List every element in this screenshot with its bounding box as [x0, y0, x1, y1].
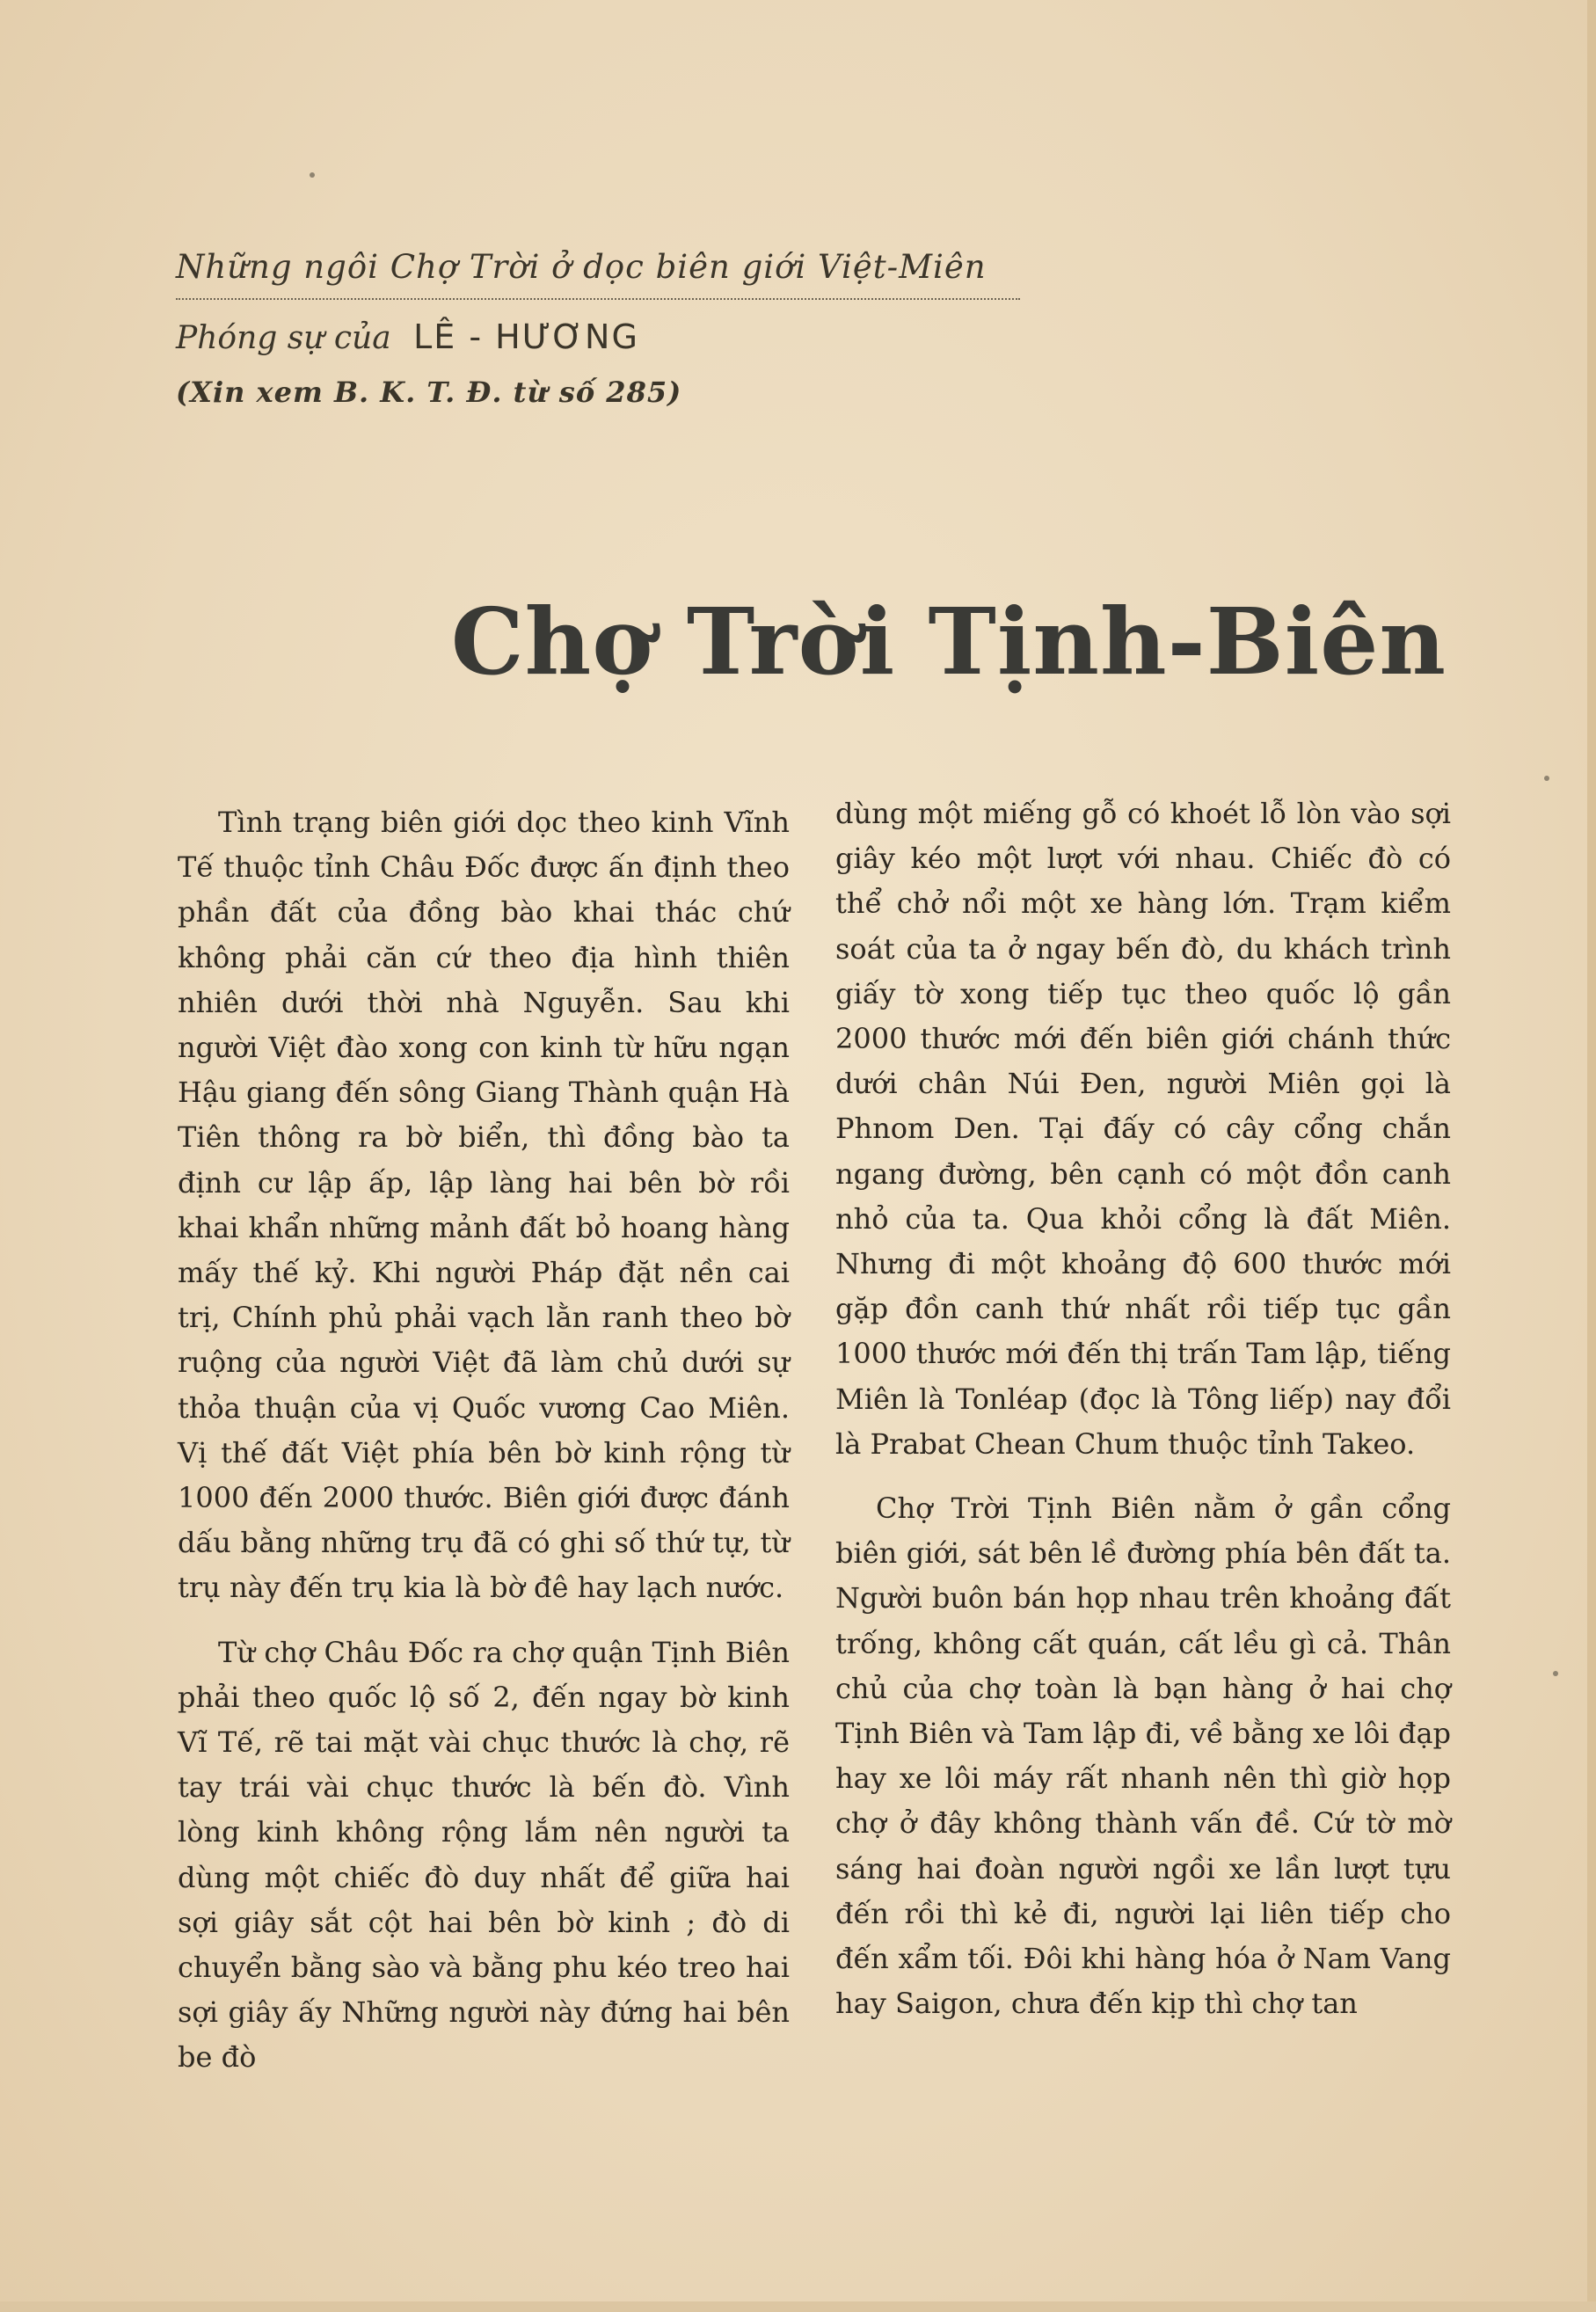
- article-header: [176, 248, 1038, 409]
- page-edge-right: [1587, 0, 1596, 2312]
- paragraph: Từ chợ Châu Đốc ra chợ quận Tịnh Biên phải theo quốc lộ số 2, đến ngay bờ kinh Vĩ Tế, rẽ tai mặt vài chục thước là chợ, rẽ tay trái vài chục thước là bến đò. Vình lòng kinh không rộng lắm nên người ta dùng một chiếc đò duy nhất để giữa hai sợi giây sắt cột hai bên bờ kinh ; đò di chuyển bằng sào và bằng phu kéo treo hai sợi giây ấy Những người này đứng hai bên be đò: [178, 1635, 790, 2075]
- paper-speck: [1553, 1671, 1558, 1676]
- paragraph: Chợ Trời Tịnh Biên nằm ở gần cổng biên giới, sát bên lề đường phía bên đất ta. Người buôn bán họp nhau trên khoảng đất trống, không cất quán, cất lều gì cả. Thân chủ của chợ toàn là bạn hàng ở hai chợ Tịnh Biên và Tam lập đi, về bằng xe lôi đạp hay xe lôi máy rất nhanh nên thì giờ họp chợ ở đây không thành vấn đề. Cứ tờ mờ sáng hai đoàn người ngồi xe lần lượt tựu đến rồi thì kẻ đi, người lại liên tiếp cho đến xẩm tối. Đôi khi hàng hóa ở Nam Vang hay Saigon, chưa đến kịp thì chợ tan: [835, 1491, 1451, 2021]
- page-edge-bottom: [0, 2301, 1596, 2312]
- right-column: [835, 791, 1451, 2046]
- left-column: [178, 800, 790, 2100]
- paragraph-continuation: dùng một miếng gỗ có khoét lỗ lòn vào sợi giây kéo một lượt với nhau. Chiếc đò có thể chở nổi một xe hàng lớn. Trạm kiểm soát của ta ở ngay bến đò, du khách trình giấy tờ xong tiếp tục theo quốc lộ gần 2000 thước mới đến biên giới chánh thức dưới chân Núi Đen, người Miên gọi là Phnom Den. Tại đấy có cây cổng chắn ngang đường, bên cạnh có một đồn canh nhỏ của ta. Qua khỏi cổng là đất Miên. Nhưng đi một khoảng độ 600 thước mới gặp đồn canh thứ nhất rồi tiếp tục gần 1000 thước mới đến thị trấn Tam lập, tiếng Miên là Tonléap (đọc là Tông liếp) nay đổi là Prabat Chean Chum thuộc tỉnh Takeo.: [835, 797, 1451, 1461]
- author-name: LÊ - HƯƠNG: [413, 317, 639, 356]
- byline-label: Phóng sự của: [176, 320, 391, 356]
- dotted-divider: [176, 298, 1020, 300]
- series-title: Những ngôi Chợ Trời ở dọc biên giới Việt-Miên: [176, 248, 987, 286]
- see-also-note: (Xin xem B. K. T. Đ. từ số 285): [176, 376, 682, 409]
- paragraph: Tình trạng biên giới dọc theo kinh Vĩnh Tế thuộc tỉnh Châu Đốc được ấn định theo phần đất của đồng bào khai thác chứ không phải căn cứ theo địa hình thiên nhiên dưới thời nhà Nguyễn. Sau khi người Việt đào xong con kinh từ hữu ngạn Hậu giang đến sông Giang Thành quận Hà Tiên thông ra bờ biển, thì đồng bào ta định cư lập ấp, lập làng hai bên bờ rồi khai khẩn những mảnh đất bỏ hoang hàng mấy thế kỷ. Khi người Pháp đặt nền cai trị, Chính phủ phải vạch lằn ranh theo bờ ruộng của người Việt đã làm chủ dưới sự thỏa thuận của vị Quốc vương Cao Miên. Vị thế đất Việt phía bên bờ kinh rộng từ 1000 đến 2000 thước. Biên giới được đánh dấu bằng những trụ đã có ghi số thứ tự, từ trụ này đến trụ kia là bờ đê hay lạch nước.: [178, 806, 790, 1605]
- byline: [176, 317, 1038, 356]
- paper-speck: [310, 172, 315, 178]
- paper-speck: [1544, 776, 1549, 781]
- article-title: Chợ Trời Tịnh-Biên: [450, 587, 1447, 696]
